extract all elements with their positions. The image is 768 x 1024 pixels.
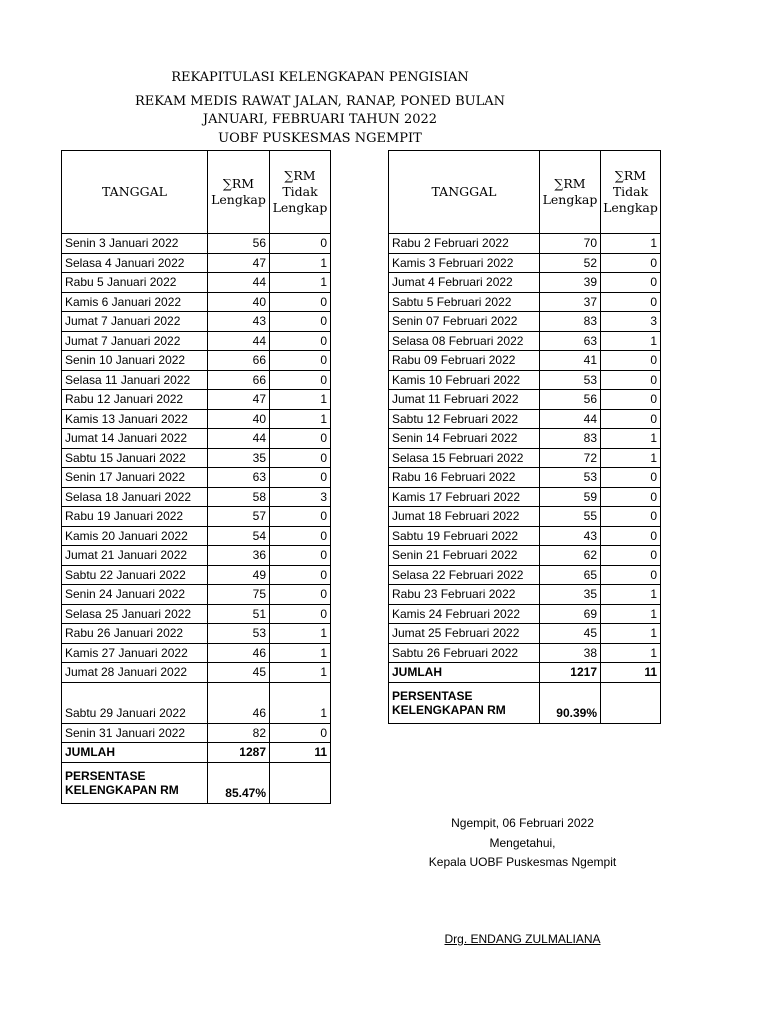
cell-rm-tidak-lengkap: 0 xyxy=(270,723,331,743)
cell-rm-tidak-lengkap: 0 xyxy=(270,448,331,468)
cell-tanggal: Kamis 20 Januari 2022 xyxy=(62,526,208,546)
signature-position: Kepala UOBF Puskesmas Ngempit xyxy=(428,855,617,869)
cell-rm-lengkap: 44 xyxy=(208,273,270,293)
cell-rm-lengkap: 49 xyxy=(208,565,270,585)
cell-tanggal: Kamis 3 Februari 2022 xyxy=(389,253,540,273)
cell-tanggal: Rabu 16 Februari 2022 xyxy=(389,468,540,488)
cell-tanggal: Jumat 4 Februari 2022 xyxy=(389,273,540,293)
cell-tanggal: Jumat 7 Januari 2022 xyxy=(62,312,208,332)
table-row xyxy=(389,429,661,449)
title-line-2: REKAM MEDIS RAWAT JALAN, RANAP, PONED BULAN xyxy=(134,94,505,109)
cell-tanggal: Rabu 23 Februari 2022 xyxy=(389,585,540,605)
header-rm-lengkap: ∑RM Lengkap xyxy=(208,151,270,234)
cell-rm-lengkap: 83 xyxy=(540,312,601,332)
cell-rm-lengkap: 40 xyxy=(208,409,270,429)
table-row xyxy=(62,526,331,546)
table-row xyxy=(389,234,661,254)
cell-rm-lengkap: 72 xyxy=(540,448,601,468)
cell-rm-tidak-lengkap: 0 xyxy=(601,273,661,293)
cell-tanggal: Rabu 2 Februari 2022 xyxy=(389,234,540,254)
jumlah-label: JUMLAH xyxy=(62,743,208,763)
cell-tanggal: Sabtu 19 Februari 2022 xyxy=(389,526,540,546)
table-row xyxy=(62,507,331,527)
table-row xyxy=(62,448,331,468)
cell-rm-tidak-lengkap: 0 xyxy=(601,546,661,566)
cell-rm-lengkap: 41 xyxy=(540,351,601,371)
cell-rm-lengkap: 62 xyxy=(540,546,601,566)
cell-rm-lengkap: 35 xyxy=(208,448,270,468)
cell-rm-tidak-lengkap: 3 xyxy=(601,312,661,332)
cell-rm-lengkap: 65 xyxy=(540,565,601,585)
cell-rm-lengkap: 47 xyxy=(208,253,270,273)
cell-tanggal: Senin 3 Januari 2022 xyxy=(62,234,208,254)
cell-rm-tidak-lengkap: 0 xyxy=(270,507,331,527)
table-row xyxy=(62,487,331,507)
cell-rm-lengkap: 40 xyxy=(208,292,270,312)
cell-rm-tidak-lengkap: 0 xyxy=(270,468,331,488)
cell-rm-tidak-lengkap: 0 xyxy=(270,546,331,566)
header-rm-tidak-lengkap: ∑RM Tidak Lengkap xyxy=(270,151,331,234)
cell-tanggal: Senin 17 Januari 2022 xyxy=(62,468,208,488)
jumlah-row xyxy=(62,743,331,763)
table-row xyxy=(62,390,331,410)
cell-rm-lengkap: 70 xyxy=(540,234,601,254)
table-row xyxy=(62,682,331,723)
cell-rm-lengkap: 39 xyxy=(540,273,601,293)
cell-tanggal: Senin 14 Februari 2022 xyxy=(389,429,540,449)
cell-tanggal: Kamis 10 Februari 2022 xyxy=(389,370,540,390)
cell-tanggal: Jumat 14 Januari 2022 xyxy=(62,429,208,449)
cell-tanggal: Kamis 27 Januari 2022 xyxy=(62,643,208,663)
persentase-row xyxy=(62,762,331,803)
jumlah-label: JUMLAH xyxy=(389,663,540,683)
table-row xyxy=(62,351,331,371)
persentase-label: PERSENTASE KELENGKAPAN RM xyxy=(62,762,208,803)
cell-rm-tidak-lengkap: 0 xyxy=(601,370,661,390)
cell-rm-tidak-lengkap: 0 xyxy=(270,234,331,254)
table-row xyxy=(62,370,331,390)
cell-rm-lengkap: 56 xyxy=(540,390,601,410)
cell-rm-lengkap: 37 xyxy=(540,292,601,312)
jumlah-row xyxy=(389,663,661,683)
jumlah-tidak-lengkap: 11 xyxy=(601,663,661,683)
cell-tanggal: Rabu 09 Februari 2022 xyxy=(389,351,540,371)
table-row xyxy=(62,624,331,644)
cell-rm-lengkap: 82 xyxy=(208,723,270,743)
cell-rm-lengkap: 46 xyxy=(208,643,270,663)
cell-rm-lengkap: 58 xyxy=(208,487,270,507)
cell-rm-lengkap: 83 xyxy=(540,429,601,449)
persentase-value: 85.47% xyxy=(208,762,270,803)
cell-rm-tidak-lengkap: 0 xyxy=(601,487,661,507)
table-row xyxy=(62,234,331,254)
cell-tanggal: Selasa 08 Februari 2022 xyxy=(389,331,540,351)
cell-tanggal: Sabtu 22 Januari 2022 xyxy=(62,565,208,585)
cell-rm-tidak-lengkap: 0 xyxy=(270,604,331,624)
cell-rm-tidak-lengkap: 0 xyxy=(601,351,661,371)
cell-tanggal: Selasa 18 Januari 2022 xyxy=(62,487,208,507)
cell-rm-tidak-lengkap: 1 xyxy=(270,409,331,429)
table-row xyxy=(62,273,331,293)
cell-rm-lengkap: 56 xyxy=(208,234,270,254)
persentase-row xyxy=(389,682,661,723)
persentase-empty xyxy=(601,682,661,723)
cell-tanggal: Senin 07 Februari 2022 xyxy=(389,312,540,332)
table-row xyxy=(62,253,331,273)
cell-rm-lengkap: 43 xyxy=(208,312,270,332)
cell-tanggal: Jumat 21 Januari 2022 xyxy=(62,546,208,566)
signature-mengetahui: Mengetahui, xyxy=(489,836,556,850)
cell-tanggal: Sabtu 5 Februari 2022 xyxy=(389,292,540,312)
cell-rm-tidak-lengkap: 1 xyxy=(601,624,661,644)
table-row xyxy=(389,643,661,663)
cell-rm-lengkap: 51 xyxy=(208,604,270,624)
table-row xyxy=(62,409,331,429)
cell-rm-tidak-lengkap: 1 xyxy=(601,585,661,605)
table-row xyxy=(62,604,331,624)
cell-rm-tidak-lengkap: 1 xyxy=(601,234,661,254)
table-row xyxy=(389,507,661,527)
cell-rm-tidak-lengkap: 0 xyxy=(601,253,661,273)
cell-rm-lengkap: 55 xyxy=(540,507,601,527)
table-row xyxy=(389,526,661,546)
header-tanggal: TANGGAL xyxy=(389,151,540,234)
table-row xyxy=(62,643,331,663)
cell-rm-tidak-lengkap: 1 xyxy=(270,663,331,683)
cell-rm-tidak-lengkap: 0 xyxy=(601,507,661,527)
cell-rm-tidak-lengkap: 0 xyxy=(270,565,331,585)
cell-rm-tidak-lengkap: 1 xyxy=(601,429,661,449)
jumlah-lengkap: 1287 xyxy=(208,743,270,763)
header-tanggal: TANGGAL xyxy=(62,151,208,234)
table-row xyxy=(389,390,661,410)
cell-rm-lengkap: 53 xyxy=(208,624,270,644)
table-row xyxy=(389,370,661,390)
cell-tanggal: Kamis 13 Januari 2022 xyxy=(62,409,208,429)
table-row xyxy=(389,253,661,273)
cell-rm-tidak-lengkap: 0 xyxy=(270,312,331,332)
cell-rm-tidak-lengkap: 1 xyxy=(601,604,661,624)
persentase-label: PERSENTASE KELENGKAPAN RM xyxy=(389,682,540,723)
cell-tanggal: Sabtu 15 Januari 2022 xyxy=(62,448,208,468)
header-rm-tidak-lengkap: ∑RM Tidak Lengkap xyxy=(601,151,661,234)
cell-rm-tidak-lengkap: 0 xyxy=(601,565,661,585)
cell-tanggal: Senin 21 Februari 2022 xyxy=(389,546,540,566)
signature-place-date: Ngempit, 06 Februari 2022 xyxy=(451,816,594,830)
table-februari xyxy=(388,150,661,724)
cell-tanggal: Selasa 15 Februari 2022 xyxy=(389,448,540,468)
cell-tanggal: Senin 24 Januari 2022 xyxy=(62,585,208,605)
cell-rm-tidak-lengkap: 1 xyxy=(270,682,331,723)
cell-rm-lengkap: 69 xyxy=(540,604,601,624)
cell-tanggal: Jumat 25 Februari 2022 xyxy=(389,624,540,644)
table-row xyxy=(389,487,661,507)
cell-rm-tidak-lengkap: 3 xyxy=(270,487,331,507)
cell-rm-lengkap: 66 xyxy=(208,351,270,371)
table-januari xyxy=(61,150,331,804)
cell-rm-tidak-lengkap: 0 xyxy=(270,370,331,390)
cell-rm-lengkap: 53 xyxy=(540,370,601,390)
cell-rm-lengkap: 44 xyxy=(540,409,601,429)
cell-rm-tidak-lengkap: 1 xyxy=(270,624,331,644)
table-row xyxy=(62,723,331,743)
table-row xyxy=(389,292,661,312)
cell-rm-tidak-lengkap: 1 xyxy=(601,331,661,351)
jumlah-tidak-lengkap: 11 xyxy=(270,743,331,763)
cell-tanggal: Selasa 25 Januari 2022 xyxy=(62,604,208,624)
cell-rm-lengkap: 57 xyxy=(208,507,270,527)
table-header-row xyxy=(62,151,331,234)
cell-rm-lengkap: 46 xyxy=(208,682,270,723)
table-row xyxy=(62,585,331,605)
cell-tanggal: Rabu 19 Januari 2022 xyxy=(62,507,208,527)
table-row xyxy=(62,546,331,566)
cell-rm-lengkap: 45 xyxy=(208,663,270,683)
cell-rm-lengkap: 44 xyxy=(208,429,270,449)
cell-tanggal: Rabu 5 Januari 2022 xyxy=(62,273,208,293)
cell-tanggal: Kamis 6 Januari 2022 xyxy=(62,292,208,312)
cell-tanggal: Sabtu 12 Februari 2022 xyxy=(389,409,540,429)
table-row xyxy=(62,312,331,332)
cell-tanggal: Senin 10 Januari 2022 xyxy=(62,351,208,371)
title-line-1: REKAPITULASI KELENGKAPAN PENGISIAN xyxy=(171,70,469,85)
cell-tanggal: Jumat 18 Februari 2022 xyxy=(389,507,540,527)
table-row xyxy=(389,351,661,371)
table-row xyxy=(389,409,661,429)
cell-rm-lengkap: 66 xyxy=(208,370,270,390)
table-row xyxy=(389,331,661,351)
title-line-4: UOBF PUSKESMAS NGEMPIT xyxy=(218,131,422,146)
cell-rm-lengkap: 47 xyxy=(208,390,270,410)
cell-rm-tidak-lengkap: 0 xyxy=(270,526,331,546)
jumlah-lengkap: 1217 xyxy=(540,663,601,683)
table-row xyxy=(62,663,331,683)
cell-rm-lengkap: 45 xyxy=(540,624,601,644)
cell-tanggal: Jumat 7 Januari 2022 xyxy=(62,331,208,351)
cell-tanggal: Rabu 12 Januari 2022 xyxy=(62,390,208,410)
table-row xyxy=(62,429,331,449)
cell-tanggal: Rabu 26 Januari 2022 xyxy=(62,624,208,644)
cell-tanggal: Sabtu 29 Januari 2022 xyxy=(62,682,208,723)
cell-tanggal: Kamis 24 Februari 2022 xyxy=(389,604,540,624)
cell-rm-lengkap: 63 xyxy=(540,331,601,351)
table-row xyxy=(389,468,661,488)
table-row xyxy=(389,585,661,605)
cell-rm-tidak-lengkap: 1 xyxy=(270,253,331,273)
header-rm-lengkap: ∑RM Lengkap xyxy=(540,151,601,234)
cell-rm-tidak-lengkap: 0 xyxy=(601,409,661,429)
cell-tanggal: Selasa 4 Januari 2022 xyxy=(62,253,208,273)
table-row xyxy=(62,331,331,351)
title-line-3: JANUARI, FEBRUARI TAHUN 2022 xyxy=(202,112,438,127)
table-row xyxy=(389,604,661,624)
persentase-value: 90.39% xyxy=(540,682,601,723)
cell-rm-tidak-lengkap: 1 xyxy=(601,643,661,663)
persentase-empty xyxy=(270,762,331,803)
cell-rm-lengkap: 63 xyxy=(208,468,270,488)
cell-rm-lengkap: 59 xyxy=(540,487,601,507)
cell-rm-tidak-lengkap: 0 xyxy=(601,292,661,312)
cell-rm-tidak-lengkap: 0 xyxy=(601,468,661,488)
table-header-row xyxy=(389,151,661,234)
cell-rm-lengkap: 38 xyxy=(540,643,601,663)
cell-rm-tidak-lengkap: 1 xyxy=(270,643,331,663)
table-row xyxy=(389,565,661,585)
cell-rm-lengkap: 44 xyxy=(208,331,270,351)
table-row xyxy=(389,546,661,566)
cell-tanggal: Senin 31 Januari 2022 xyxy=(62,723,208,743)
cell-rm-tidak-lengkap: 0 xyxy=(601,526,661,546)
cell-rm-tidak-lengkap: 0 xyxy=(270,585,331,605)
cell-rm-lengkap: 35 xyxy=(540,585,601,605)
cell-rm-lengkap: 54 xyxy=(208,526,270,546)
cell-tanggal: Jumat 11 Februari 2022 xyxy=(389,390,540,410)
cell-rm-tidak-lengkap: 0 xyxy=(270,331,331,351)
cell-rm-lengkap: 53 xyxy=(540,468,601,488)
cell-rm-lengkap: 75 xyxy=(208,585,270,605)
cell-rm-tidak-lengkap: 0 xyxy=(270,351,331,371)
table-row xyxy=(62,292,331,312)
cell-rm-tidak-lengkap: 1 xyxy=(270,390,331,410)
cell-tanggal: Sabtu 26 Februari 2022 xyxy=(389,643,540,663)
table-row xyxy=(389,624,661,644)
cell-rm-tidak-lengkap: 0 xyxy=(270,429,331,449)
table-row xyxy=(62,565,331,585)
cell-rm-lengkap: 52 xyxy=(540,253,601,273)
cell-tanggal: Jumat 28 Januari 2022 xyxy=(62,663,208,683)
cell-rm-lengkap: 36 xyxy=(208,546,270,566)
cell-rm-lengkap: 43 xyxy=(540,526,601,546)
table-row xyxy=(62,468,331,488)
table-row xyxy=(389,448,661,468)
cell-rm-tidak-lengkap: 1 xyxy=(270,273,331,293)
cell-tanggal: Selasa 22 Februari 2022 xyxy=(389,565,540,585)
cell-rm-tidak-lengkap: 1 xyxy=(601,448,661,468)
table-row xyxy=(389,273,661,293)
cell-rm-tidak-lengkap: 0 xyxy=(601,390,661,410)
signature-name: Drg. ENDANG ZULMALIANA xyxy=(444,932,601,946)
cell-tanggal: Kamis 17 Februari 2022 xyxy=(389,487,540,507)
cell-rm-tidak-lengkap: 0 xyxy=(270,292,331,312)
cell-tanggal: Selasa 11 Januari 2022 xyxy=(62,370,208,390)
table-row xyxy=(389,312,661,332)
